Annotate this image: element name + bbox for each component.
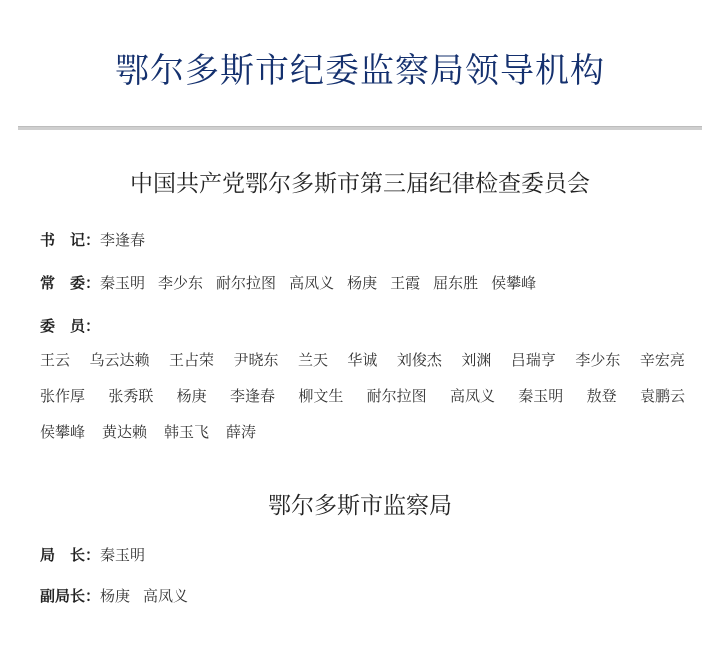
title-divider <box>18 126 702 130</box>
standing-member-name: 李少东 <box>158 274 204 292</box>
member-name: 刘渊 <box>461 351 492 369</box>
member-name: 华诚 <box>347 351 378 369</box>
director-name: 秦玉明 <box>100 546 146 564</box>
director-row <box>40 544 158 566</box>
member-name: 高凤义 <box>449 387 495 405</box>
supervision-title: 鄂尔多斯市监察局 <box>268 493 452 519</box>
standing-member-name: 秦玉明 <box>100 274 146 292</box>
standing-member-name: 高凤义 <box>289 274 335 292</box>
member-name: 袁鹏云 <box>639 387 685 405</box>
member-name: 李少东 <box>575 351 621 369</box>
members-label: 委 员： <box>40 317 101 335</box>
members-line-2 <box>40 385 685 407</box>
standing-member-name: 侯攀峰 <box>491 274 537 292</box>
members-line-1 <box>40 349 685 371</box>
secretary-name: 李逢春 <box>100 231 146 249</box>
member-name: 李逢春 <box>229 387 275 405</box>
secretary-row <box>40 229 158 251</box>
member-name: 薛涛 <box>226 423 257 441</box>
secretary-label: 书 记： <box>40 231 101 249</box>
standing-member-name: 杨庚 <box>347 274 378 292</box>
commission-title: 中国共产党鄂尔多斯市第三届纪律检查委员会 <box>130 171 590 197</box>
member-name: 王占荣 <box>168 351 214 369</box>
member-name: 侯攀峰 <box>40 423 86 441</box>
member-name: 辛宏亮 <box>639 351 685 369</box>
member-name: 柳文生 <box>298 387 344 405</box>
standing-committee-row <box>40 272 549 294</box>
member-name: 王云 <box>40 351 71 369</box>
members-row <box>40 315 100 337</box>
director-label: 局 长： <box>40 546 101 564</box>
members-line-3 <box>40 421 685 443</box>
member-name: 张作厚 <box>40 387 86 405</box>
member-name: 韩玉飞 <box>164 423 210 441</box>
member-name: 吕瑞亨 <box>510 351 556 369</box>
deputy-director-row <box>40 585 201 607</box>
member-name: 黄达赖 <box>102 423 148 441</box>
member-name: 敖登 <box>586 387 617 405</box>
page-title: 鄂尔多斯市纪委监察局领导机构 <box>115 51 605 91</box>
deputy-director-name: 高凤义 <box>143 587 189 605</box>
standing-member-name: 王霞 <box>390 274 421 292</box>
member-name: 乌云达赖 <box>89 351 150 369</box>
member-name: 尹晓东 <box>233 351 279 369</box>
deputy-director-name: 杨庚 <box>100 587 131 605</box>
member-name: 秦玉明 <box>518 387 564 405</box>
member-name: 兰天 <box>297 351 328 369</box>
member-name: 刘俊杰 <box>396 351 442 369</box>
standing-committee-label: 常 委： <box>40 274 101 292</box>
member-name: 张秀联 <box>108 387 154 405</box>
member-name: 耐尔拉图 <box>366 387 427 405</box>
member-name: 杨庚 <box>176 387 207 405</box>
standing-member-name: 耐尔拉图 <box>216 274 277 292</box>
deputy-director-label: 副局长： <box>40 587 101 605</box>
standing-member-name: 屈东胜 <box>433 274 479 292</box>
